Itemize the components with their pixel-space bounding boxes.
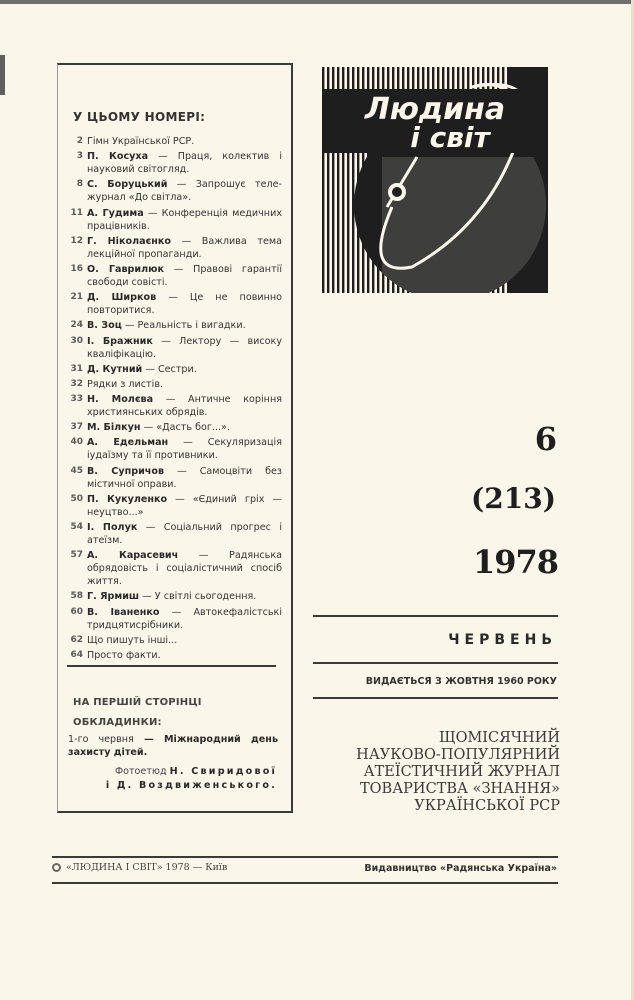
toc-title: У ЦЬОМУ НОМЕРІ: <box>73 110 206 124</box>
toc-author: А. Гудима <box>87 207 144 219</box>
toc-title-text: — Самоцвіти без містичної оправи. <box>87 465 282 490</box>
toc-page-number: 40 <box>70 437 83 448</box>
toc-item <box>70 150 282 176</box>
toc-item <box>70 291 282 317</box>
toc-entry <box>87 235 282 261</box>
toc-item <box>70 606 282 632</box>
toc-title-text: — «Дасть бог...». <box>140 422 230 434</box>
cover-heading-line1: НА ПЕРШІЙ СТОРІНЦІ <box>73 697 202 708</box>
toc-title-text: — Конференція медичних працівників. <box>87 207 282 232</box>
toc-entry <box>87 319 282 332</box>
toc-page-number: 64 <box>70 649 83 660</box>
toc-title-text: — Реальність і вигадки. <box>121 320 246 332</box>
copyright-text: «ЛЮДИНА І СВІТ» 1978 — Київ <box>66 862 228 873</box>
toc-title-text: — У світлі сьогодення. <box>139 591 257 603</box>
toc-author: І. Бражник <box>87 335 153 347</box>
toc-item <box>70 393 282 419</box>
toc-title-text: Гімн Української РСР. <box>87 136 195 147</box>
toc-entry <box>87 363 282 376</box>
toc-page-number: 37 <box>70 422 83 433</box>
toc-item <box>70 493 282 519</box>
copyright-line <box>52 862 227 873</box>
photo-credit <box>106 765 277 793</box>
toc-author: С. Боруцький <box>87 179 168 191</box>
toc-entry <box>87 135 282 148</box>
footer-rule-bottom <box>52 882 558 884</box>
divider-rule <box>313 697 558 699</box>
toc-author: Н. Молєва <box>87 394 154 406</box>
toc-page-number: 50 <box>70 493 83 504</box>
toc-item <box>70 207 282 233</box>
toc-page-number: 30 <box>70 335 83 346</box>
toc-entry <box>87 606 282 632</box>
toc-entry <box>87 521 282 547</box>
toc-entry <box>87 150 282 176</box>
toc-entry <box>87 263 282 289</box>
toc-page-number: 8 <box>76 179 83 190</box>
toc-author: П. Кукуленко <box>87 493 168 505</box>
toc-page-number: 33 <box>70 394 83 405</box>
binding-mark <box>0 55 5 95</box>
toc-page-number: 16 <box>70 263 83 274</box>
toc-author: Г. Ярмиш <box>87 591 140 603</box>
toc-entry <box>87 436 282 462</box>
toc-title-text: — Це не повинно повторитися. <box>87 292 282 317</box>
toc-item <box>70 363 282 376</box>
logo-title-line1: Людина <box>364 92 506 127</box>
toc-item <box>70 465 282 491</box>
toc-entry <box>87 378 282 391</box>
toc-item <box>70 235 282 261</box>
toc-title-text: — Важлива тема лекційної пропаганди. <box>87 235 283 260</box>
toc-item <box>70 436 282 462</box>
toc-page-number: 54 <box>70 522 83 532</box>
toc-title-text: — Автокефалістські тридцятисрібники. <box>87 606 282 631</box>
logo-title-line2: і світ <box>410 121 490 154</box>
toc-page-number: 60 <box>70 606 83 617</box>
toc-title-text: — Соціальний прогрес і атеїзм. <box>87 522 282 546</box>
toc-page-number: 31 <box>70 363 83 374</box>
description-line: НАУКОВО-ПОПУЛЯРНИЙ <box>356 747 560 763</box>
toc-author: О. Гаврилюк <box>87 263 164 275</box>
issue-month: ЧЕРВЕНЬ <box>448 632 557 648</box>
toc-item <box>70 549 282 588</box>
toc-title-text: — «Єдиний гріх — неуцтво...» <box>87 493 282 518</box>
toc-entry <box>87 421 282 434</box>
issue-number: 6 <box>534 420 557 458</box>
toc-author: А. Карасевич <box>87 550 179 562</box>
toc-item <box>70 335 282 361</box>
photo-credit-name1: Н. Свиридової <box>169 766 277 777</box>
copyright-icon <box>52 863 61 872</box>
page-top-edge <box>0 0 634 4</box>
toc-page-number: 3 <box>76 151 83 162</box>
toc-page-number: 2 <box>76 136 83 146</box>
toc-item <box>70 421 282 434</box>
toc-title-text: — Праця, колектив і науковий світогляд. <box>87 151 282 176</box>
toc-page-number: 45 <box>70 465 83 476</box>
toc-item <box>70 378 282 391</box>
toc-title-text: — Секуляризація іудаїзму та її противники. <box>87 437 282 462</box>
toc-page-number: 24 <box>70 320 83 331</box>
toc-entry <box>87 291 282 317</box>
toc-item <box>70 634 282 647</box>
cover-heading <box>73 693 202 733</box>
photo-credit-name2: і Д. Воздвиженського. <box>105 780 277 791</box>
toc-divider <box>67 665 276 667</box>
toc-item <box>70 178 282 204</box>
toc-author: П. Косуха <box>87 151 149 163</box>
photo-credit-prefix: Фотоетюд <box>114 766 170 777</box>
issue-total-number: (213) <box>471 482 556 515</box>
toc-author: А. Едельман <box>87 437 169 449</box>
toc-item <box>70 521 282 547</box>
toc-author: М. Білкун <box>87 422 141 434</box>
divider-rule <box>313 662 558 664</box>
toc-entry <box>87 590 282 603</box>
toc-author: Г. Ніколаєнко <box>87 235 171 247</box>
divider-rule <box>313 615 558 617</box>
toc-item <box>70 590 282 603</box>
toc-title-text: — Радянська обрядовість і соціалістичний спосіб життя. <box>87 550 283 588</box>
toc-author: Д. Ширков <box>87 292 157 304</box>
toc-title-text: Просто факти. <box>87 649 161 661</box>
toc-entry <box>87 649 282 662</box>
cover-heading-line2: ОБКЛАДИНКИ: <box>73 717 162 728</box>
toc-title-text: — Запрошує теле-журнал «До світла». <box>87 179 283 204</box>
toc-author: Д. Кутний <box>87 363 143 375</box>
toc-page-number: 11 <box>70 207 83 218</box>
toc-entry <box>87 207 282 233</box>
toc-item <box>70 319 282 332</box>
toc-author: В. Зоц <box>87 320 122 332</box>
toc-entry <box>87 178 282 204</box>
cover-caption: — Міжнародний день захисту дітей. <box>68 734 279 758</box>
published-since: ВИДАЄТЬСЯ З ЖОВТНЯ 1960 РОКУ <box>365 676 557 687</box>
logo-globe-icon <box>322 67 548 293</box>
description-line: ЩОМІСЯЧНИЙ <box>439 730 560 746</box>
magazine-logo <box>322 67 548 293</box>
publisher: Видавництво «Радянська Україна» <box>364 863 557 874</box>
toc-title-text: — Сестри. <box>142 363 197 375</box>
toc-page-number: 21 <box>70 292 83 303</box>
toc-title-text: Що пишуть інші... <box>87 634 178 646</box>
description-line: АТЕЇСТИЧНИЙ ЖУРНАЛ <box>363 764 560 780</box>
description-line: УКРАЇНСЬКОЇ РСР <box>414 798 560 814</box>
cover-date: 1-го червня <box>68 734 134 745</box>
toc-entry <box>87 393 282 419</box>
toc-page-number: 32 <box>70 378 83 389</box>
toc-page-number: 62 <box>70 634 83 645</box>
toc-page-number: 12 <box>70 235 83 246</box>
toc-entry <box>87 549 282 588</box>
toc-author: В. Супричов <box>87 465 165 477</box>
toc-entry <box>87 493 282 519</box>
description-line: ТОВАРИСТВА «ЗНАННЯ» <box>359 781 560 797</box>
magazine-description <box>356 730 560 815</box>
toc-list <box>70 135 282 664</box>
toc-page-number: 57 <box>70 550 83 561</box>
cover-description <box>68 733 278 759</box>
toc-author: І. Полук <box>87 522 138 533</box>
toc-entry <box>87 465 282 491</box>
toc-item <box>70 263 282 289</box>
toc-title-text: — Античне коріння християнських обрядів. <box>87 394 282 419</box>
toc-title-text: — Лектору — високу кваліфікацію. <box>87 335 282 360</box>
footer-rule-top <box>52 856 558 858</box>
toc-page-number: 58 <box>70 591 83 602</box>
toc-title-text: — Правові гарантії свободи совісті. <box>87 263 282 288</box>
toc-title-text: Рядки з листів. <box>87 378 164 390</box>
toc-author: В. Іваненко <box>87 606 160 618</box>
toc-item <box>70 135 282 148</box>
toc-entry <box>87 634 282 647</box>
toc-entry <box>87 335 282 361</box>
toc-item <box>70 649 282 662</box>
issue-year: 1978 <box>472 543 558 581</box>
